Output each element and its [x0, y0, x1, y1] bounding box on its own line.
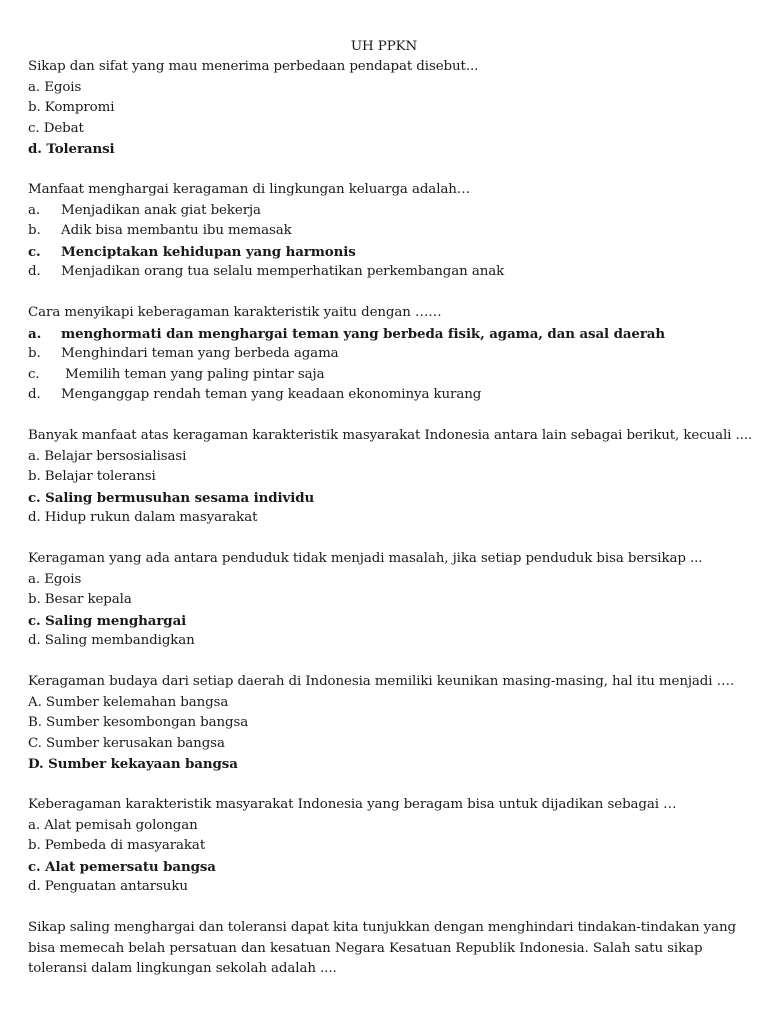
option-letter: a. [28, 202, 41, 218]
question-4 [28, 426, 753, 529]
question-text: Manfaat menghargai keragaman di lingkungan keluarga adalah… [28, 182, 471, 197]
question-1 [28, 57, 740, 160]
question-text: Keragaman budaya dari setiap daerah di Indonesia memiliki keunikan masing-masing, hal itu menjadi …. [28, 674, 735, 689]
option-letter: d. [28, 387, 41, 402]
option-a-answer [28, 324, 740, 345]
option-d: d. Hidup rukun dalam masyarakat [28, 510, 258, 525]
question-7 [28, 795, 740, 898]
option-d [28, 385, 740, 406]
option-a [28, 201, 740, 222]
question-text: Cara menyikapi keberagaman karakteristik yaitu dengan …… [28, 305, 442, 320]
option-text: Menghindari teman yang berbeda agama [61, 346, 339, 361]
option-a: a. Egois [28, 571, 82, 587]
option-a: a. Egois [28, 79, 82, 95]
option-d [28, 262, 740, 283]
option-d: d. Penguatan antarsuku [28, 879, 188, 894]
option-c: c. Debat [28, 120, 84, 136]
question-text: Sikap dan sifat yang mau menerima perbedaan pendapat disebut... [28, 59, 479, 74]
option-b: b. Belajar toleransi [28, 469, 156, 484]
option-letter: c. [28, 366, 40, 382]
option-letter: c. [28, 243, 41, 260]
option-text: menghormati dan menghargai teman yang berbeda fisik, agama, dan asal daerah [61, 325, 666, 342]
question-text: Sikap saling menghargai dan toleransi dapat kita tunjukkan dengan menghindari tindakan-tindakan yang bisa memecah belah persatuan dan kesatuan Negara Kesatuan Republik Indonesia. Salah satu sikap toleransi dalam lingkungan sekolah adalah .... [28, 920, 737, 976]
page-title: UH PPKN [350, 39, 418, 54]
question-5 [28, 549, 740, 652]
question-text: Keragaman yang ada antara penduduk tidak menjadi masalah, jika setiap penduduk bisa bersikap ... [28, 551, 703, 566]
option-c-answer: c. Saling bermusuhan sesama individu [28, 489, 315, 506]
option-d: d. Saling membandigkan [28, 633, 195, 648]
option-c [28, 365, 740, 386]
option-letter: a. [28, 325, 42, 342]
question-3 [28, 303, 740, 406]
option-text: Menjadikan anak giat bekerja [61, 202, 261, 218]
option-a: a. Alat pemisah golongan [28, 817, 198, 833]
option-d-answer: d. Toleransi [28, 141, 115, 157]
option-c-answer: c. Alat pemersatu bangsa [28, 858, 216, 875]
question-6 [28, 672, 740, 775]
option-b: b. Pembeda di masyarakat [28, 838, 206, 853]
option-letter: b. [28, 346, 41, 361]
option-c: C. Sumber kerusakan bangsa [28, 735, 225, 751]
question-text: Keberagaman karakteristik masyarakat Indonesia yang beragam bisa untuk dijadikan sebagai … [28, 797, 677, 812]
option-b [28, 344, 740, 365]
option-text: Menjadikan orang tua selalu memperhatikan perkembangan anak [61, 264, 505, 279]
option-letter: b. [28, 223, 41, 238]
option-text: Menciptakan kehidupan yang harmonis [61, 243, 356, 260]
question-2 [28, 180, 740, 283]
option-b: B. Sumber kesombongan bangsa [28, 715, 249, 730]
option-c-answer: c. Saling menghargai [28, 612, 187, 629]
option-c-answer [28, 242, 740, 263]
option-d-answer: D. Sumber kekayaan bangsa [28, 756, 238, 772]
option-text: Memilih teman yang paling pintar saja [61, 366, 325, 382]
question-list [28, 57, 753, 1000]
question-8 [28, 918, 740, 980]
option-letter: d. [28, 264, 41, 279]
option-a: a. Belajar bersosialisasi [28, 448, 187, 464]
question-text: Banyak manfaat atas keragaman karakteristik masyarakat Indonesia antara lain sebagai berikut, kecuali .... [28, 428, 753, 443]
option-b: b. Kompromi [28, 100, 115, 115]
option-text: Menganggap rendah teman yang keadaan ekonominya kurang [61, 387, 482, 402]
option-b: b. Besar kepala [28, 592, 132, 607]
option-a: A. Sumber kelemahan bangsa [28, 694, 229, 710]
option-b [28, 221, 740, 242]
option-text: Adik bisa membantu ibu memasak [61, 223, 292, 238]
